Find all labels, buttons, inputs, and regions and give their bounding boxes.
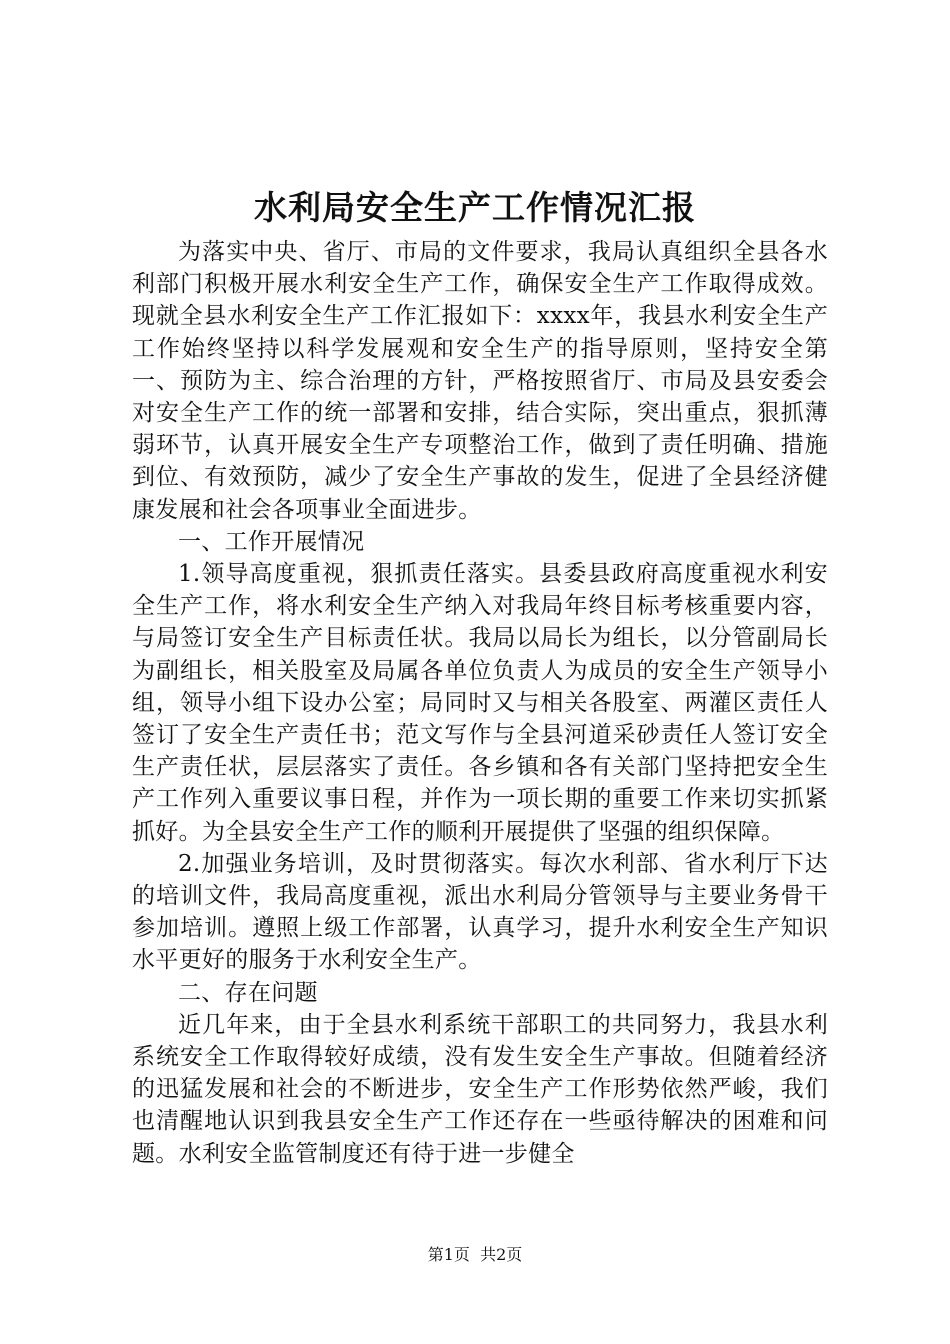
document-body [132,236,828,1170]
page-footer [0,1245,950,1265]
page-total: 共2页 [480,1245,523,1264]
page-number: 第1页 [427,1245,470,1264]
paragraph-leadership: 1.领导高度重视，狠抓责任落实。县委县政府高度重视水利安全生产工作，将水利安全生产纳入对我局年终目标考核重要内容，与局签订安全生产目标责任状。我局以局长为组长，以分管副局长为副组长，相关股室及局属各单位负责人为成员的安全生产领导小组，领导小组下设办公室；局同时又与相关各股室、两灌区责任人签订了安全生产责任书；范文写作与全县河道采砂责任人签订安全生产责任状，层层落实了责任。各乡镇和各有关部门坚持把安全生产工作列入重要议事日程，并作为一项长期的重要工作来切实抓紧抓好。为全县安全生产工作的顺利开展提供了坚强的组织保障。 [132,561,828,845]
intro-paragraph: 为落实中央、省厅、市局的文件要求，我局认真组织全县各水利部门积极开展水利安全生产工作，确保安全生产工作取得成效。现就全县水利安全生产工作汇报如下：xxxx年，我县水利安全生产工作始终坚持以科学发展观和安全生产的指导原则，坚持安全第一、预防为主、综合治理的方针，严格按照省厅、市局及县安委会对安全生产工作的统一部署和安排，结合实际，突出重点，狠抓薄弱环节，认真开展安全生产专项整治工作，做到了责任明确、措施到位、有效预防，减少了安全生产事故的发生，促进了全县经济健康发展和社会各项事业全面进步。 [132,239,828,523]
section-heading-problems: 二、存在问题 [178,979,318,1006]
document-title: 水利局安全生产工作情况汇报 [254,188,696,227]
paragraph-training: 2.加强业务培训，及时贯彻落实。每次水利部、省水利厅下达的培训文件，我局高度重视，派出水利局分管领导与主要业务骨干参加培训。遵照上级工作部署，认真学习，提升水利安全生产知识水平更好的服务于水利安全生产。 [132,850,828,974]
section-heading-work-progress: 一、工作开展情况 [178,528,365,555]
paragraph-problems: 近几年来，由于全县水利系统干部职工的共同努力，我县水利系统安全工作取得较好成绩，没有发生安全生产事故。但随着经济的迅猛发展和社会的不断进步，安全生产工作形势依然严峻，我们也清醒地认识到我县安全生产工作还存在一些亟待解决的困难和问题。水利安全监管制度还有待于进一步健全 [132,1011,828,1167]
